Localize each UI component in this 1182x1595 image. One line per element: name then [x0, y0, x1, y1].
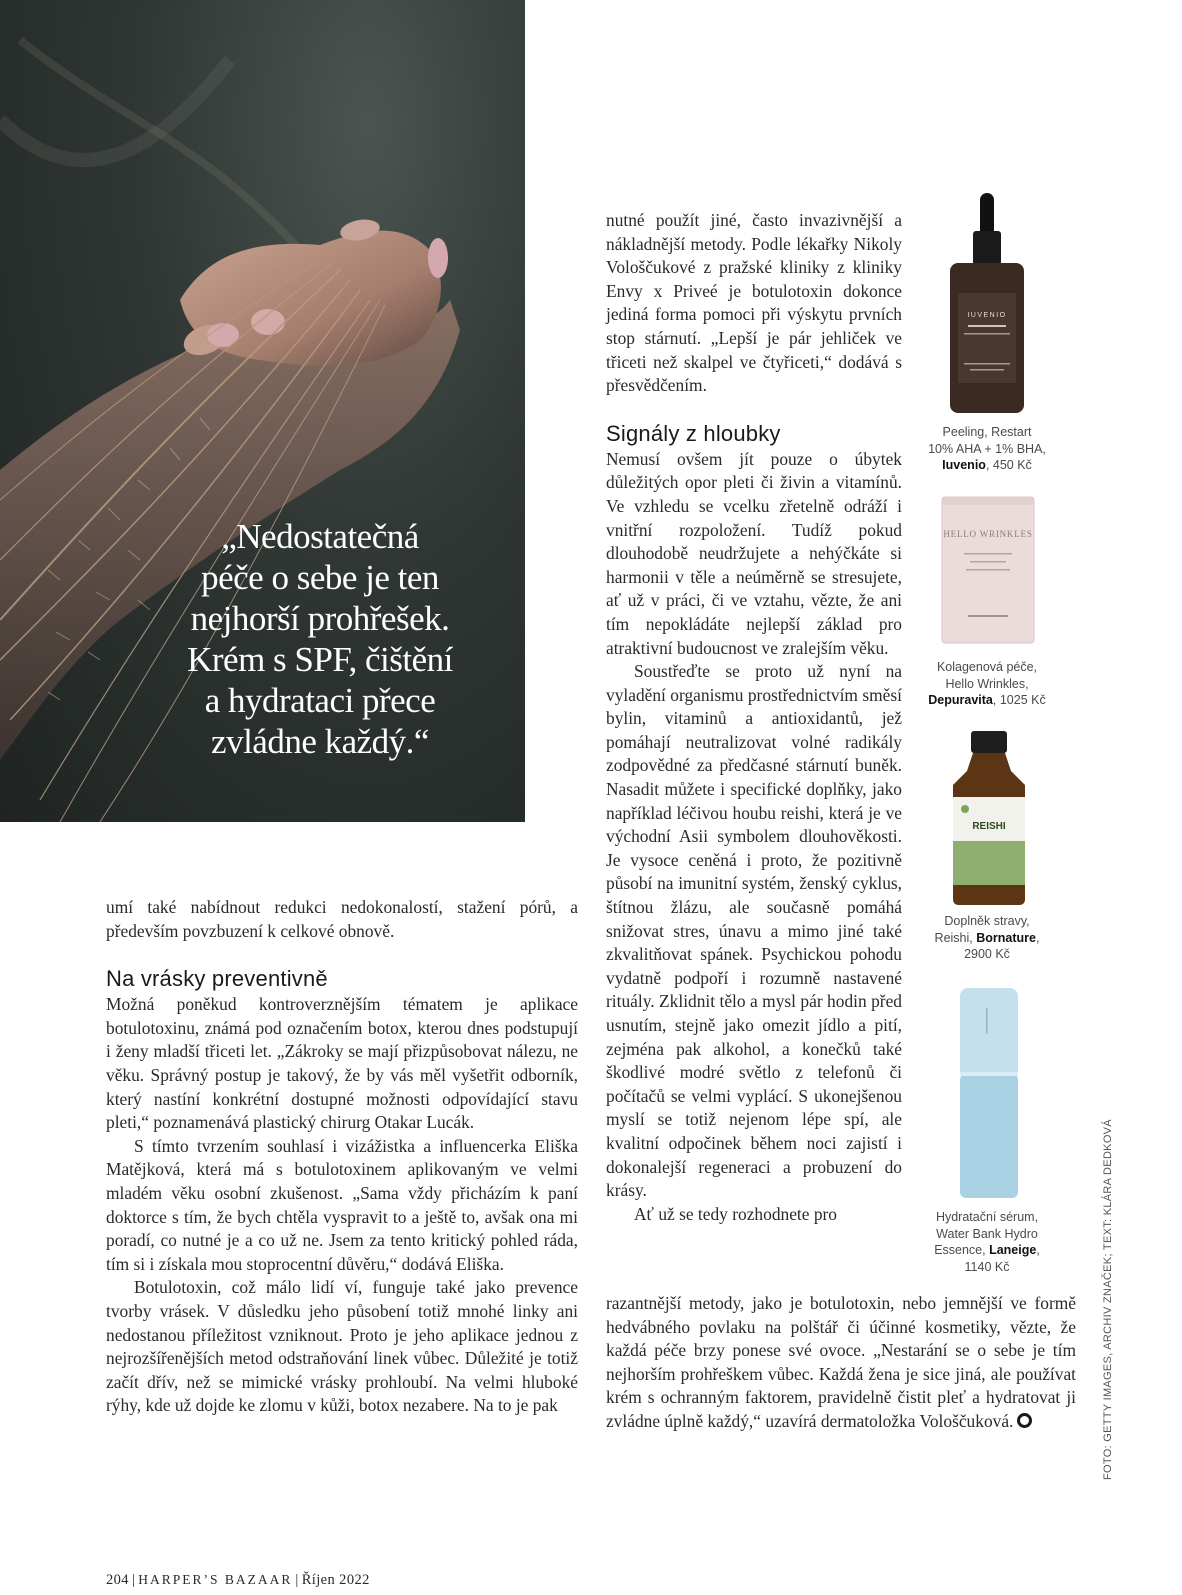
brand-name: Bornature: [976, 930, 1036, 945]
paragraph: nutné použít jiné, často invazivnější a nákladnější metody. Podle lékařky Nikoly Vološčukové z pražské kliniky z kliniky Envy x Priveé je botulotoxin dokonce jediná forma pomoci při výskytu prvních stop stárnutí. „Lepší je pár jehliček ve třiceti než skalpel ve čtyřiceti,“ dodává s přesvědčením.: [606, 210, 902, 396]
product-label-text: IUVENIO: [967, 312, 1007, 319]
product-image-sheet-mask: [940, 495, 1036, 645]
quote-line: nejhorší prohřešek.: [190, 599, 450, 638]
quote-line: „Nedostatečná: [221, 517, 419, 556]
quote-line: Krém s SPF, čištění: [187, 640, 453, 679]
hero-photo: [0, 0, 525, 822]
quote-line: a hydrataci přece: [204, 681, 436, 720]
paragraph: Botulotoxin, což málo lidí ví, funguje také jako prevence tvorby vrásek. V důsledku jeho působení totiž mnohé linky ani nedostanou příležitost vzniknout. Proto je jeho aplikace jednou z nejrozšířenějších metod odstraňování linek vůbec. Důležité je totiž začít dřív, než se mimické vrásky prohloubí. Na velmi hluboké rýhy, kde už dojde ke zlomu v kůži, botox nezabere. Na to je pak: [106, 1277, 578, 1416]
paragraph: S tímto tvrzením souhlasí i vizážistka a influencerka Eliška Matějková, která má s botulotoxinem aplikovaným ve velmi mladém věku osobní zkušenost. „Sama vždy přicházím k paní doktorce s tím, že bych chtěla vyspravit to a ještě to, avšak ona mi poradí, co nutné je a co už ne. Jsem za tento kritický pohled ráda, tím si i získala mou stoprocentní důvěru,“ dodává Eliška.: [106, 1135, 578, 1274]
middle-column: [606, 209, 902, 1226]
pull-quote: [170, 516, 470, 762]
left-column: [106, 896, 578, 1418]
product-image-peeling: [946, 193, 1028, 415]
quote-line: péče o sebe je ten: [201, 558, 439, 597]
brand-name: Laneige: [989, 1243, 1037, 1257]
product-caption-serum: Hydratační sérum, Water Bank Hydro Essence, Laneige, 1140 Kč: [934, 1210, 1040, 1274]
brand-name: Depuravita: [928, 693, 993, 707]
product-image-reishi: [945, 731, 1033, 906]
paragraph: umí také nabídnout redukci nedokonalostí, stažení pórů, a především povzbuzení k celkové obnově.: [106, 897, 578, 941]
paragraph: Nemusí ovšem jít pouze o úbytek důležitých opor pleti či živin a vitamínů. Ve vzhledu se vcelku zřetelně odráží i vnitřní rozpoložení. Tudíž pokud dlouhodobě neudržujete a nehýčkáte si harmonii v těle a neúměrně se stresujete, ať už v práci, či ve vztahu, vězte, že ani tím nepokládáte nejlepší základ pro atraktivní budoucnost ve zralejším věku.: [606, 448, 902, 658]
paragraph: Soustřeďte se proto už nyní na vyladění organismu prostřednictvím směsí bylin, vitaminů a antioxidantů, jež pomáhají neutralizovat volné radikály zodpovědné za předčasné stárnutí buněk. Nasadit můžete i specifické doplňky, jako například léčivou houbu reishi, která je ve východní Asii symbolem dlouhověkosti. Je vysoce ceněná i proto, že pozitivně působí na imunitní systém, ženský cyklus, štítnou žlázu, ale současně pomáhá snižovat stres, únavu a mimo jiné také zkvalitňovat spánek. Psychickou pohodu vydatně podpoří i rozumně nastavené rituály. Zklidnit tělo a mysl pár hodin před usnutím, stejně jako omezit jídlo a pití, zejména pak alkohol, a konečků také škodlivé modré světlo z telefonů či počítačů se velmi vyplácí. S ukonejšenou myslí se totiž nejenom lépe spí, ale kvalitní odpočinek během noci zajistí i dokonalejší regeneraci a probuzení do krásy.: [606, 661, 902, 1201]
section-heading: Na vrásky preventivně: [106, 966, 328, 992]
issue-date: Říjen 2022: [301, 1572, 370, 1588]
photo-credit: FOTO: GETTY IMAGES, ARCHIV ZNAČEK; TEXT: KLÁRA DEDKOVÁ: [1102, 1119, 1114, 1480]
product-caption-sheet-mask: Kolagenová péče, Hello Wrinkles, Depuravita, 1025 Kč: [928, 660, 1046, 707]
magazine-name: HARPER’S BAZAAR: [138, 1572, 293, 1587]
product-image-serum: [956, 988, 1022, 1200]
section-heading: Signály z hloubky: [606, 420, 781, 446]
paragraph: Ať už se tedy rozhodnete pro: [634, 1203, 838, 1224]
page-footer: 204 | HARPER’S BAZAAR | Říjen 2022: [106, 1572, 370, 1588]
product-label-text: HELLO WRINKLES: [943, 529, 1033, 539]
closing-paragraph: [606, 1292, 1076, 1434]
brand-name: Iuvenio: [942, 458, 986, 472]
product-label-text: REISHI: [972, 821, 1006, 832]
paragraph: razantnější metody, jako je botulotoxin, nebo jemnější ve formě hedvábného povlaku na polštář či účinné kosmetiky, vězte, že každá péče brzy ponese své ovoce. „Nestarání se o sebe je tím nejhorším prohřeškem vůbec. Každá žena je sice jiná, ale používat krém s ochranným faktorem, pravidelně čistit pleť a hydratovat ji zvládne úplně každý,“ uzavírá dermatoložka Vološčuková.: [606, 1293, 1076, 1431]
quote-line: zvládne každý.“: [211, 722, 429, 761]
product-caption-reishi: Doplněk stravy, Reishi, Bornature, 2900 Kč: [934, 914, 1040, 961]
end-of-article-icon: [1017, 1413, 1032, 1428]
paragraph: Možná poněkud kontroverznějším tématem je aplikace botulotoxinu, známá pod označením botox, kterou dnes podstupují i ženy mladší třiceti let. „Zákroky se mají přizpůsobovat nálezu, ne věku. Správný postup je takový, že by vás měl vyšetřit odborník, který nastíní konkrétní dostupné možnosti odpovídající stavu pleti,“ poznamenává plastický chirurg Otakar Lucák.: [106, 994, 578, 1133]
page-number: 204: [106, 1572, 129, 1588]
product-caption-peeling: Peeling, Restart 10% AHA + 1% BHA, Iuvenio, 450 Kč: [928, 425, 1046, 472]
